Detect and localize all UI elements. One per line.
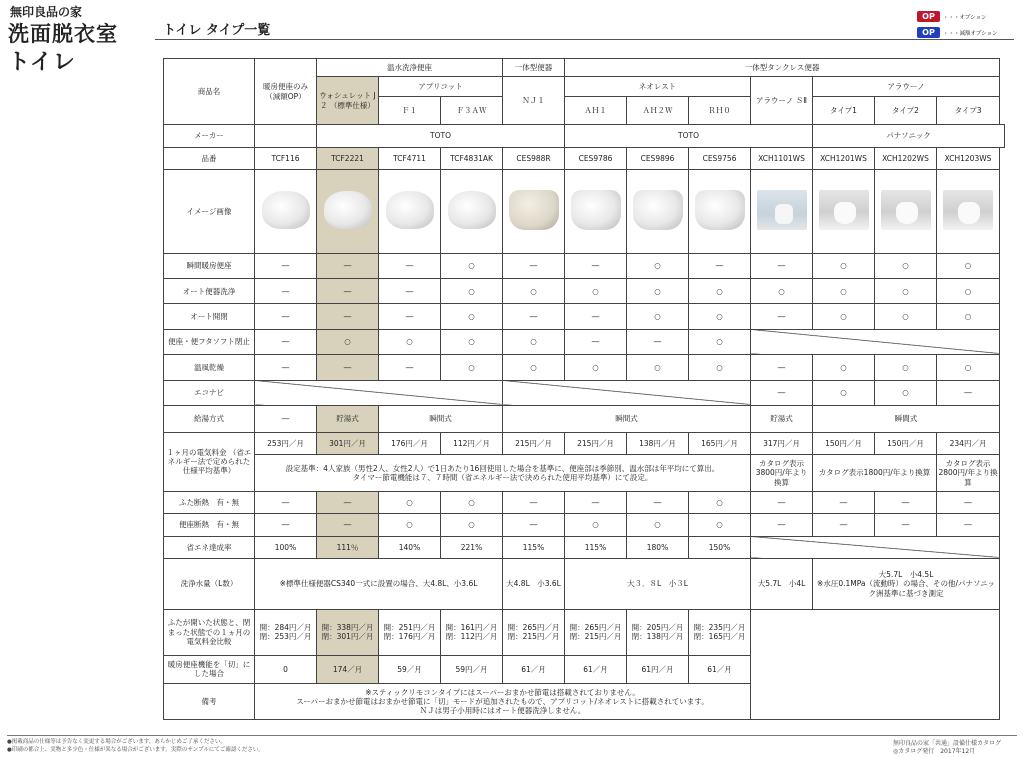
spec-cell: ― (937, 491, 1000, 513)
product-image-cell (379, 170, 441, 254)
cost-cell: 150円／月 (813, 432, 875, 454)
spec-cell: ○ (441, 253, 503, 278)
product-image-cell (317, 170, 379, 254)
model-type3: タイプ3 (937, 96, 1000, 125)
label-image: イメージ画像 (164, 170, 255, 254)
spec-cell: ― (751, 491, 813, 513)
reduction-option-legend-text: ・・・減額オプション (943, 30, 998, 37)
product-nj1: ＮＪ１ (503, 77, 565, 125)
spec-cell: ○ (627, 278, 689, 303)
product-image-cell (937, 170, 1000, 254)
remarks-cell (255, 684, 751, 720)
maker-cell (255, 125, 317, 147)
spec-cell: ― (255, 329, 317, 354)
catalog-issue-date: ◎カタログ発行 2017年12月 (893, 748, 976, 755)
footer-note-2: ●印刷の都合上、実物と多少色・仕様が異なる場合がございます。実際のサンプルにてご確認ください。 (7, 747, 264, 753)
product-image-cell (627, 170, 689, 254)
spec-cell: ○ (503, 355, 565, 380)
open-close-cell (317, 609, 379, 655)
product-image (386, 191, 434, 229)
model-number: TCF4711 (379, 147, 441, 169)
label-heated-seat-off: 暖房便座機能を「切」にした場合 (164, 655, 255, 684)
spec-cell: ― (565, 329, 627, 354)
model-type2: タイプ2 (875, 96, 937, 125)
spec-cell: ― (813, 514, 875, 536)
group-washlet-seat: 温水洗浄便座 (317, 59, 503, 77)
off-cost-cell: 59円／月 (441, 655, 503, 684)
brand-title-line2: トイレ (8, 50, 76, 75)
label-open-close-comparison: ふたが開いた状態と、閉まった状態での１ヵ月の電気料金比較 (164, 609, 255, 655)
open-cost: 開：338円／月 (321, 622, 374, 632)
heating-cell: 貯湯式 (751, 406, 813, 432)
brand-small: 無印良品の家 (10, 5, 83, 19)
spec-cell: ○ (751, 278, 813, 303)
closed-cost: 閉：112円／月 (445, 632, 498, 642)
option-legend-text: ・・・オプション (943, 14, 987, 21)
spec-cell: ― (875, 491, 937, 513)
label-warm-air-dry: 温風乾燥 (164, 355, 255, 380)
open-close-cell (255, 609, 317, 655)
closed-cost: 閉：165円／月 (693, 632, 746, 642)
model-number: XCH1203WS (937, 147, 1000, 169)
spec-cell: ○ (813, 278, 875, 303)
spec-cell: ○ (565, 514, 627, 536)
spec-cell: ○ (689, 329, 751, 354)
product-image (819, 190, 869, 230)
spec-cell: ○ (441, 514, 503, 536)
spec-cell: ― (751, 380, 813, 405)
spec-cell: ― (503, 514, 565, 536)
group-tankless: 一体型タンクレス便器 (565, 59, 1000, 77)
cost-cell: 112円／月 (441, 432, 503, 454)
spec-cell: ― (751, 514, 813, 536)
water-alauno-s2: 大5.7L 小4L (751, 558, 813, 609)
footer-catalog-info (893, 740, 1001, 756)
model-number: TCF4831AK (441, 147, 503, 169)
model-number: CES9756 (689, 147, 751, 169)
product-image-cell (441, 170, 503, 254)
spec-cell: ○ (627, 355, 689, 380)
open-close-cell (379, 609, 441, 655)
open-close-cell (565, 609, 627, 655)
rate-cell: 180% (627, 536, 689, 558)
water-alauno-big: 大5.7L 小4.5L (878, 569, 934, 579)
spec-cell: ― (255, 355, 317, 380)
off-cost-cell: 61／月 (503, 655, 565, 684)
spec-cell: ○ (441, 304, 503, 329)
product-washlet-j2: ウォシュレット J２ （標準仕様） (317, 77, 379, 125)
spec-cell: ○ (441, 491, 503, 513)
off-cost-cell: 61／月 (565, 655, 627, 684)
product-neorest: ネオレスト (565, 77, 751, 96)
rate-cell: 150% (689, 536, 751, 558)
water-alauno-note: ※水圧0.1MPa（流動時）の場合、その他/パナソニック洲基準に基づき測定 (817, 579, 996, 598)
spec-cell: ― (317, 491, 379, 513)
product-image (262, 191, 310, 229)
closed-cost: 閉：215円／月 (507, 632, 560, 642)
open-close-cell (441, 609, 503, 655)
model-rh0: ＲＨ０ (689, 96, 751, 125)
open-cost: 開：284円／月 (259, 622, 312, 632)
spec-cell: ― (317, 355, 379, 380)
spec-cell: ― (565, 253, 627, 278)
spec-cell: ○ (379, 491, 441, 513)
product-image (509, 190, 559, 230)
heating-cell: ― (255, 406, 317, 432)
open-cost: 開：161円／月 (445, 622, 498, 632)
open-cost: 開：235円／月 (693, 622, 746, 632)
product-image (943, 190, 993, 230)
off-cost-cell: 61／月 (689, 655, 751, 684)
spec-cell: ― (255, 253, 317, 278)
legend-option (917, 11, 987, 22)
model-f3aw: Ｆ３ＡＷ (441, 96, 503, 125)
spec-cell: ― (503, 304, 565, 329)
closed-cost: 閉：215円／月 (569, 632, 622, 642)
rate-cell: 100% (255, 536, 317, 558)
spec-cell: ○ (441, 329, 503, 354)
option-badge: OP (917, 11, 940, 22)
rate-cell: 221% (441, 536, 503, 558)
model-number: CES9896 (627, 147, 689, 169)
not-applicable-cell (255, 380, 503, 405)
model-number: TCF116 (255, 147, 317, 169)
heating-cell: 貯湯式 (317, 406, 379, 432)
spec-cell: ― (317, 253, 379, 278)
off-cost-cell: 174／月 (317, 655, 379, 684)
spec-cell: ― (689, 253, 751, 278)
remarks-line-1: ※スティックリモコンタイプにはスーパーおまかせ節電は搭載されておりません。 (365, 687, 640, 697)
water-seat-note: ※標準仕様便器CS340一式に設置の場合、大4.8L、小3.6L (255, 558, 503, 609)
spec-cell: ― (875, 514, 937, 536)
toilet-type-table (163, 58, 1005, 720)
maker-toto-seats: TOTO (317, 125, 565, 147)
page-heading: トイレ タイプ一覧 (163, 23, 271, 38)
product-image-cell (503, 170, 565, 254)
closed-cost: 閉：138円／月 (631, 632, 684, 642)
cost-cell: 253円／月 (255, 432, 317, 454)
spec-cell: ○ (689, 278, 751, 303)
label-lid-insulation: ふた断熱 有・無 (164, 491, 255, 513)
spec-cell: ○ (813, 355, 875, 380)
rate-cell: 115% (503, 536, 565, 558)
heating-cell: 瞬間式 (379, 406, 503, 432)
spec-cell: ○ (937, 278, 1000, 303)
spec-cell: ○ (317, 329, 379, 354)
remarks-line-3: ＮＪは男子小用時にはオート便器洗浄しません。 (419, 706, 586, 716)
closed-cost: 閉：301円／月 (321, 632, 374, 642)
spec-cell: ○ (937, 304, 1000, 329)
maker-panasonic: パナソニック (813, 125, 1005, 147)
model-number: CES988R (503, 147, 565, 169)
spec-cell: ― (379, 304, 441, 329)
spec-cell: ○ (813, 304, 875, 329)
label-model-number: 品番 (164, 147, 255, 169)
spec-cell: ○ (627, 514, 689, 536)
rate-cell: 140% (379, 536, 441, 558)
spec-cell: ○ (875, 253, 937, 278)
spec-cell: ― (379, 355, 441, 380)
electricity-note-alauno-s2: カタログ表示3800円/年より換算 (751, 455, 813, 492)
maker-toto-toilets: TOTO (565, 125, 813, 147)
spec-cell: ― (255, 514, 317, 536)
spec-cell: ○ (565, 278, 627, 303)
spec-cell: ○ (813, 380, 875, 405)
label-remarks: 備考 (164, 684, 255, 720)
spec-cell: ○ (813, 253, 875, 278)
spec-cell: ○ (627, 304, 689, 329)
open-cost: 開：265円／月 (507, 622, 560, 632)
brand-title-line1: 洗面脱衣室 (8, 22, 118, 46)
not-applicable-cell (503, 380, 751, 405)
spec-cell: ○ (937, 253, 1000, 278)
water-toto: 大３．８L 小３L (565, 558, 751, 609)
spec-cell: ○ (875, 380, 937, 405)
cost-cell: 234円／月 (937, 432, 1000, 454)
footer-rule (7, 735, 1017, 736)
label-instant-heat-seat: 瞬間暖房便座 (164, 253, 255, 278)
empty-panasonic-block (751, 609, 1000, 719)
catalog-title: 無印良品の家「共通」設備仕様カタログ (893, 740, 1002, 747)
group-heated-seat-only: 暖房便座のみ（減額OP） (255, 59, 317, 125)
footer-note-1: ●掲載商品の仕様等は予告なく変更する場合がございます。あらかじめご了承ください。 (7, 739, 226, 745)
product-image-cell (813, 170, 875, 254)
reduction-option-badge: OP (917, 27, 940, 38)
spec-cell: ― (379, 278, 441, 303)
spec-cell: ○ (689, 304, 751, 329)
electricity-basis-note (255, 455, 751, 492)
not-applicable-cell (751, 329, 1000, 354)
model-number: XCH1201WS (813, 147, 875, 169)
cost-cell: 301円／月 (317, 432, 379, 454)
spec-cell: ○ (937, 355, 1000, 380)
model-ah2w: ＡＨ２Ｗ (627, 96, 689, 125)
label-water-volume: 洗浄水量（L数） (164, 558, 255, 609)
label-monthly-electricity: １ヶ月の電気料金 （省エネルギー法で定められた仕様平均基準） (164, 432, 255, 491)
spec-cell: ○ (441, 355, 503, 380)
spec-cell: ○ (875, 278, 937, 303)
open-cost: 開：265円／月 (569, 622, 622, 632)
spec-cell: ○ (689, 355, 751, 380)
product-image-cell (255, 170, 317, 254)
spec-cell: ― (317, 304, 379, 329)
spec-cell: ○ (503, 329, 565, 354)
product-image (881, 190, 931, 230)
electricity-note-alauno-12: カタログ表示1800円/年より換算 (813, 455, 937, 492)
model-ah1: ＡＨ１ (565, 96, 627, 125)
model-type1: タイプ1 (813, 96, 875, 125)
cost-cell: 150円／月 (875, 432, 937, 454)
spec-cell: ― (565, 304, 627, 329)
cost-cell: 215円／月 (565, 432, 627, 454)
label-econavi: エコナビ (164, 380, 255, 405)
spec-cell: ― (813, 491, 875, 513)
product-image (757, 190, 807, 230)
cost-cell: 138円／月 (627, 432, 689, 454)
model-number: CES9786 (565, 147, 627, 169)
electricity-note-1: 設定基準：4人家族（男性2人、女性2人）で1日あたり16回使用した場合を基準に、便座部は季節別、温水部は年平均にて算出。 (285, 463, 720, 473)
product-image (633, 190, 683, 230)
product-image-cell (565, 170, 627, 254)
label-product-name: 商品名 (164, 59, 255, 125)
not-applicable-cell (751, 536, 1000, 558)
rate-cell: 111％ (317, 536, 379, 558)
cost-cell: 317円／月 (751, 432, 813, 454)
label-energy-saving-rate: 省エネ達成率 (164, 536, 255, 558)
open-close-cell (689, 609, 751, 655)
product-image (695, 190, 745, 230)
product-image (448, 191, 496, 229)
open-close-cell (503, 609, 565, 655)
product-alauno-s2: アラウーノ ＳⅡ (751, 77, 813, 125)
legend-reduction-option (917, 27, 998, 38)
spec-cell: ― (379, 253, 441, 278)
heating-cell: 瞬間式 (813, 406, 1000, 432)
spec-cell: ― (627, 491, 689, 513)
water-nj1: 大4.8L 小3.6L (503, 558, 565, 609)
spec-cell: ― (255, 304, 317, 329)
spec-cell: ― (255, 491, 317, 513)
spec-cell: ― (255, 278, 317, 303)
label-soft-close: 便座・便フタソフト閉止 (164, 329, 255, 354)
open-cost: 開：205円／月 (631, 622, 684, 632)
spec-cell: ― (751, 304, 813, 329)
heading-rule (155, 39, 1014, 40)
product-image-cell (875, 170, 937, 254)
spec-cell: ○ (875, 355, 937, 380)
closed-cost: 閉：176円／月 (383, 632, 436, 642)
spec-cell: ― (937, 514, 1000, 536)
model-number: XCH1202WS (875, 147, 937, 169)
open-close-cell (627, 609, 689, 655)
cost-cell: 215円／月 (503, 432, 565, 454)
label-auto-open: オート開閉 (164, 304, 255, 329)
spec-cell: ○ (627, 253, 689, 278)
remarks-line-2: スーパーおまかせ節電はおまかせ節電に「切」モードが追加されたもので、アプリコット/ネオレストに搭載されています。 (296, 696, 709, 706)
off-cost-cell: 59／月 (379, 655, 441, 684)
heating-cell: 瞬間式 (503, 406, 751, 432)
spec-cell: ― (751, 355, 813, 380)
spec-cell: ― (317, 514, 379, 536)
spec-cell: ○ (565, 355, 627, 380)
product-alauno: アラウーノ (813, 77, 1000, 96)
label-maker: メーカー (164, 125, 255, 147)
spec-cell: ○ (379, 514, 441, 536)
product-image (571, 190, 621, 230)
closed-cost: 閉：253円／月 (259, 632, 312, 642)
spec-cell: ― (627, 329, 689, 354)
spec-cell: ○ (875, 304, 937, 329)
product-apricot: アプリコット (379, 77, 503, 96)
spec-cell: ○ (503, 278, 565, 303)
spec-cell: ○ (441, 278, 503, 303)
label-seat-insulation: 便座断熱 有・無 (164, 514, 255, 536)
open-cost: 開：251円／月 (383, 622, 436, 632)
product-image (324, 191, 372, 229)
spec-cell: ― (317, 278, 379, 303)
spec-cell: ― (503, 491, 565, 513)
off-cost-cell: 61円／月 (627, 655, 689, 684)
spec-cell: ― (565, 491, 627, 513)
model-number: TCF2221 (317, 147, 379, 169)
label-auto-wash: オート便器洗浄 (164, 278, 255, 303)
off-cost-cell: 0 (255, 655, 317, 684)
spec-cell: ○ (689, 514, 751, 536)
electricity-note-2: タイマー節電機能は７、７時間（省エネルギー法で決められた使用平均基準）にて設定。 (352, 472, 653, 482)
spec-cell: ○ (379, 329, 441, 354)
spec-cell: ― (937, 380, 1000, 405)
electricity-note-alauno-3: カタログ表示2800円/年より換算 (937, 455, 1000, 492)
model-f1: Ｆ１ (379, 96, 441, 125)
spec-cell: ― (503, 253, 565, 278)
group-one-piece: 一体型便器 (503, 59, 565, 77)
footer-notes (7, 738, 264, 754)
model-number: XCH1101WS (751, 147, 813, 169)
product-image-cell (689, 170, 751, 254)
spec-cell: ○ (689, 491, 751, 513)
label-heating-method: 給湯方式 (164, 406, 255, 432)
spec-cell: ― (751, 253, 813, 278)
water-alauno (813, 558, 1000, 609)
product-image-cell (751, 170, 813, 254)
cost-cell: 165円／月 (689, 432, 751, 454)
cost-cell: 176円／月 (379, 432, 441, 454)
rate-cell: 115% (565, 536, 627, 558)
